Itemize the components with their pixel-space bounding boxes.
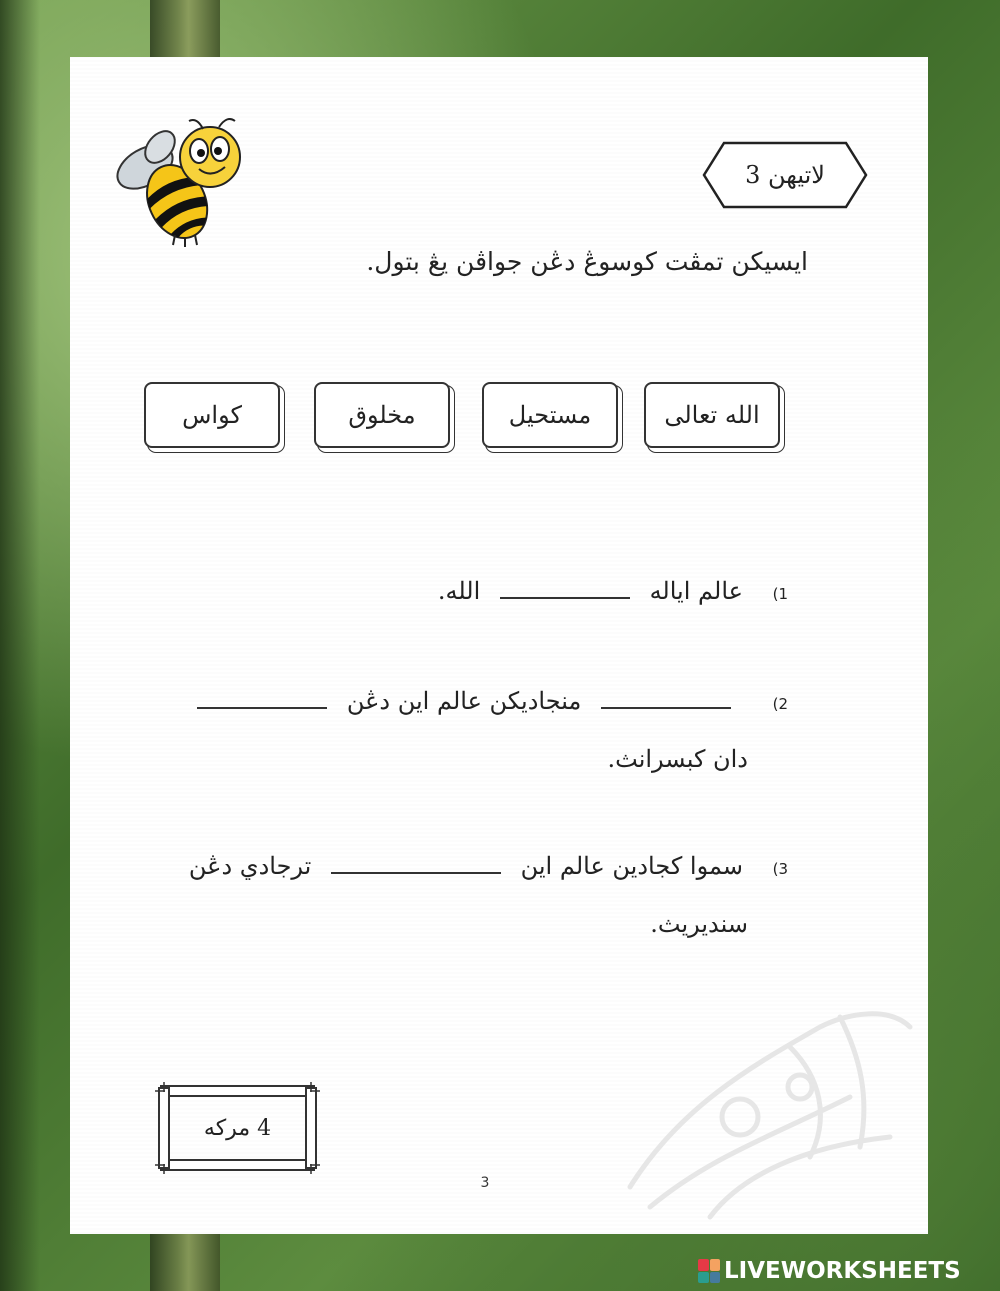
question-text-after: منجاديكن عالم اين دڠن <box>346 687 582 715</box>
answer-blank-2[interactable] <box>601 697 731 709</box>
background-foliage <box>0 0 40 1291</box>
brand-text: LIVEWORKSHEETS <box>724 1258 961 1284</box>
question-2 <box>128 687 788 715</box>
question-text-after: ترجادي دڠن <box>188 852 312 880</box>
question-number: 3) <box>772 860 788 878</box>
question-3 <box>128 852 788 880</box>
question-number: 2) <box>772 695 788 713</box>
liveworksheets-logo <box>698 1257 961 1285</box>
calligraphy-watermark <box>590 987 920 1227</box>
word-bank-item-4: كواس <box>144 382 280 448</box>
exercise-label: لاتيهن 3 <box>745 161 825 189</box>
question-2-line2: دان كبسرانث. <box>607 745 748 773</box>
question-3-line2: سنديريث. <box>650 910 748 938</box>
bee-illustration <box>115 117 250 247</box>
word-bank-item-3: مخلوق <box>314 382 450 448</box>
word-bank-item-2: مستحيل <box>482 382 618 448</box>
answer-blank-3[interactable] <box>331 862 501 874</box>
answer-blank-1[interactable] <box>500 587 630 599</box>
question-text-before: عالم اياله <box>649 577 743 605</box>
word-bank <box>144 382 784 452</box>
question-1 <box>188 577 788 605</box>
instruction-text: ايسيكن تمڤت كوسوڠ دڠن جواڤن يڠ بتول. <box>366 247 808 276</box>
question-number: 1) <box>772 585 788 603</box>
worksheet-page <box>70 57 928 1234</box>
question-text-before: سموا كجادين عالم اين <box>520 852 743 880</box>
marks-label: 4 مركه <box>203 1115 272 1141</box>
liveworksheets-icon <box>698 1259 720 1283</box>
word-bank-item-1: الله تعالى <box>644 382 780 448</box>
answer-blank-2b[interactable] <box>197 697 327 709</box>
question-text-after: الله. <box>437 577 481 605</box>
page-number: 3 <box>480 1175 490 1191</box>
